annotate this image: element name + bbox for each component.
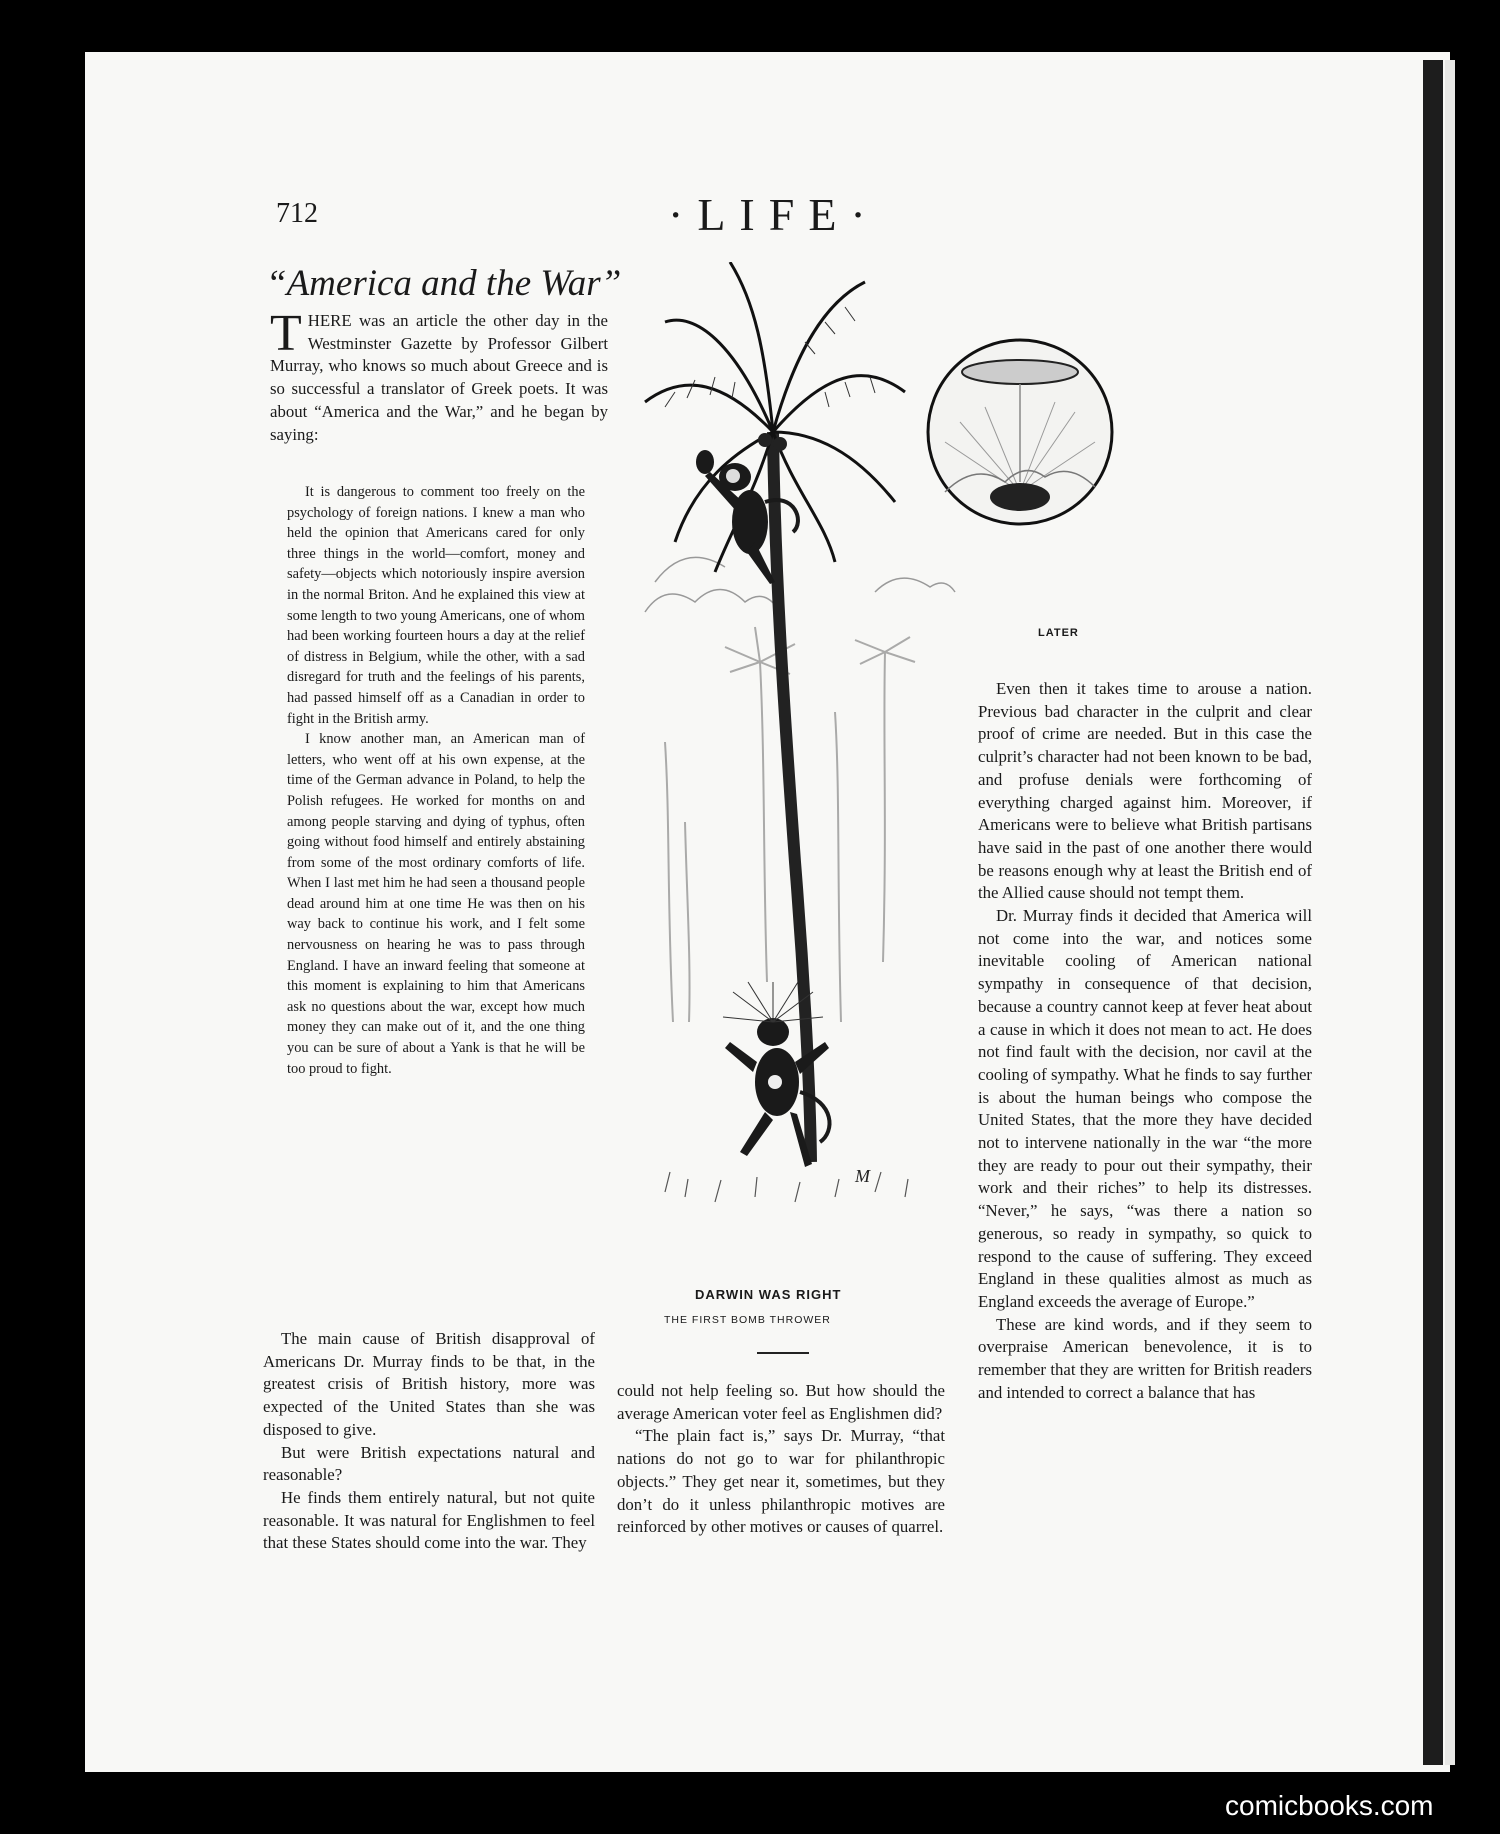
zeppelin-inset-illustration (925, 292, 1115, 572)
palm-tree-illustration (625, 262, 965, 1262)
column-1-text (263, 1328, 595, 1555)
body-paragraph: But were British expectations natural and reasonable? (263, 1442, 595, 1485)
body-paragraph: Dr. Murray finds it decided that America will not come into the war, and notices some inevitable cooling of American national sympathy in consequence of that decision, because a country cannot keep at fever heat about a cause in which it does not mean to act. He does not find fault with the decision, nor cavil at the cooling of sympathy. What he finds to say further is about the human beings who compose the United States, that the more they have decided not to intervene nationally in the war “the more they are ready to pour out their sympathy, their work and their riches” to help its distresses. “Never,” he says, “was there a nation so generous, so ready in sympathy, so quick to respond to the cause of suffering. They exceed England in these qualities almost as much as England exceeds the average of Europe.” (978, 906, 1312, 1311)
article-title: “America and the War” (266, 263, 622, 304)
watermark: comicbooks.com (1225, 1790, 1434, 1821)
page-spine (1423, 60, 1443, 1765)
zeppelin-icon (962, 360, 1078, 384)
quote-paragraph: I know another man, an American man of letters, who went off at his own expense, at the time of the German advance in Poland, to help the Polish refugees. He worked for months on and among people starving and dying of typhus, often going without food himself and entirely abstaining from some of the most ordinary comforts of life. When I last met him he had seen a thousand people dead around him at one time He was then on his way back to continue his work, and I felt some nervousness on hearing he was to pass through England. I have an inward feeling that someone at this moment is explaining to him that Americans ask no questions about the war, except how much money they can make out of it, and the one thing you can be sure of about a Yank is that he will be too proud to fight. (287, 731, 585, 1077)
body-paragraph: “The plain fact is,” says Dr. Murray, “that nations do not go to war for philanthropic objects.” They get near it, sometimes, but they don’t do it unless philanthropic motives are reinforced by other motives or causes of quarrel. (617, 1426, 945, 1537)
body-paragraph: These are kind words, and if they seem to overpraise American benevolence, it is to remember that they are written for British readers and intended to correct a balance that has (978, 1314, 1312, 1402)
body-paragraph: The main cause of British disapproval of Americans Dr. Murray finds to be that, in the greatest crisis of British history, more was expected of the United States than she was disposed to give. (263, 1329, 595, 1439)
inset-caption: LATER (1038, 627, 1079, 639)
page-edge (1445, 60, 1455, 1765)
lead-paragraph (270, 305, 608, 446)
illustration-caption: DARWIN WAS RIGHT (695, 1287, 842, 1302)
masthead: ·LIFE· (668, 189, 880, 240)
page-number: 712 (276, 198, 318, 229)
body-paragraph: could not help feeling so. But how should the average American voter feel as Englishmen did? (617, 1381, 945, 1423)
quote-paragraph: It is dangerous to comment too freely on the psychology of foreign nations. I knew a man who held the opinion that Americans cared for only three things in the world—comfort, money and safety—objects which notoriously inspire aversion in the normal Briton. And he explained this view at some length to two young Americans, one of whom had been working fourteen hours a day at the relief of distress in Belgium, while the other, with a sad disregard for truth and the feelings of his parents, had passed himself off as a Canadian in order to fight in the British army. (287, 484, 585, 727)
lead-text: HERE was an article the other day in the Westminster Gazette by Professor Gilbert Murray, who knows so much about Greece and is so successful a translator of Greek poets. It was about “America and the War,” and he began by saying: (270, 311, 608, 444)
section-divider (757, 1352, 809, 1354)
column-3-text (978, 678, 1312, 1405)
block-quote (287, 482, 585, 1079)
illustration-subcaption: THE FIRST BOMB THROWER (664, 1314, 831, 1326)
column-2-text (617, 1380, 945, 1539)
body-paragraph: He finds them entirely natural, but not quite reasonable. It was natural for Englishmen to feel that these States should come into the war. They (263, 1487, 595, 1553)
drop-cap: T (270, 305, 302, 362)
body-paragraph: Even then it takes time to arouse a nation. Previous bad character in the culprit and clear proof of crime are needed. But in this case the culprit’s character had not been known to be bad, and profuse denials were forthcoming of everything charged against him. Moreover, if Americans were to believe what British partisans have said in the past of one another there would be reasons enough why at least the British end of the Allied cause should not tempt them. (978, 679, 1312, 903)
artist-signature: M (855, 1166, 870, 1186)
